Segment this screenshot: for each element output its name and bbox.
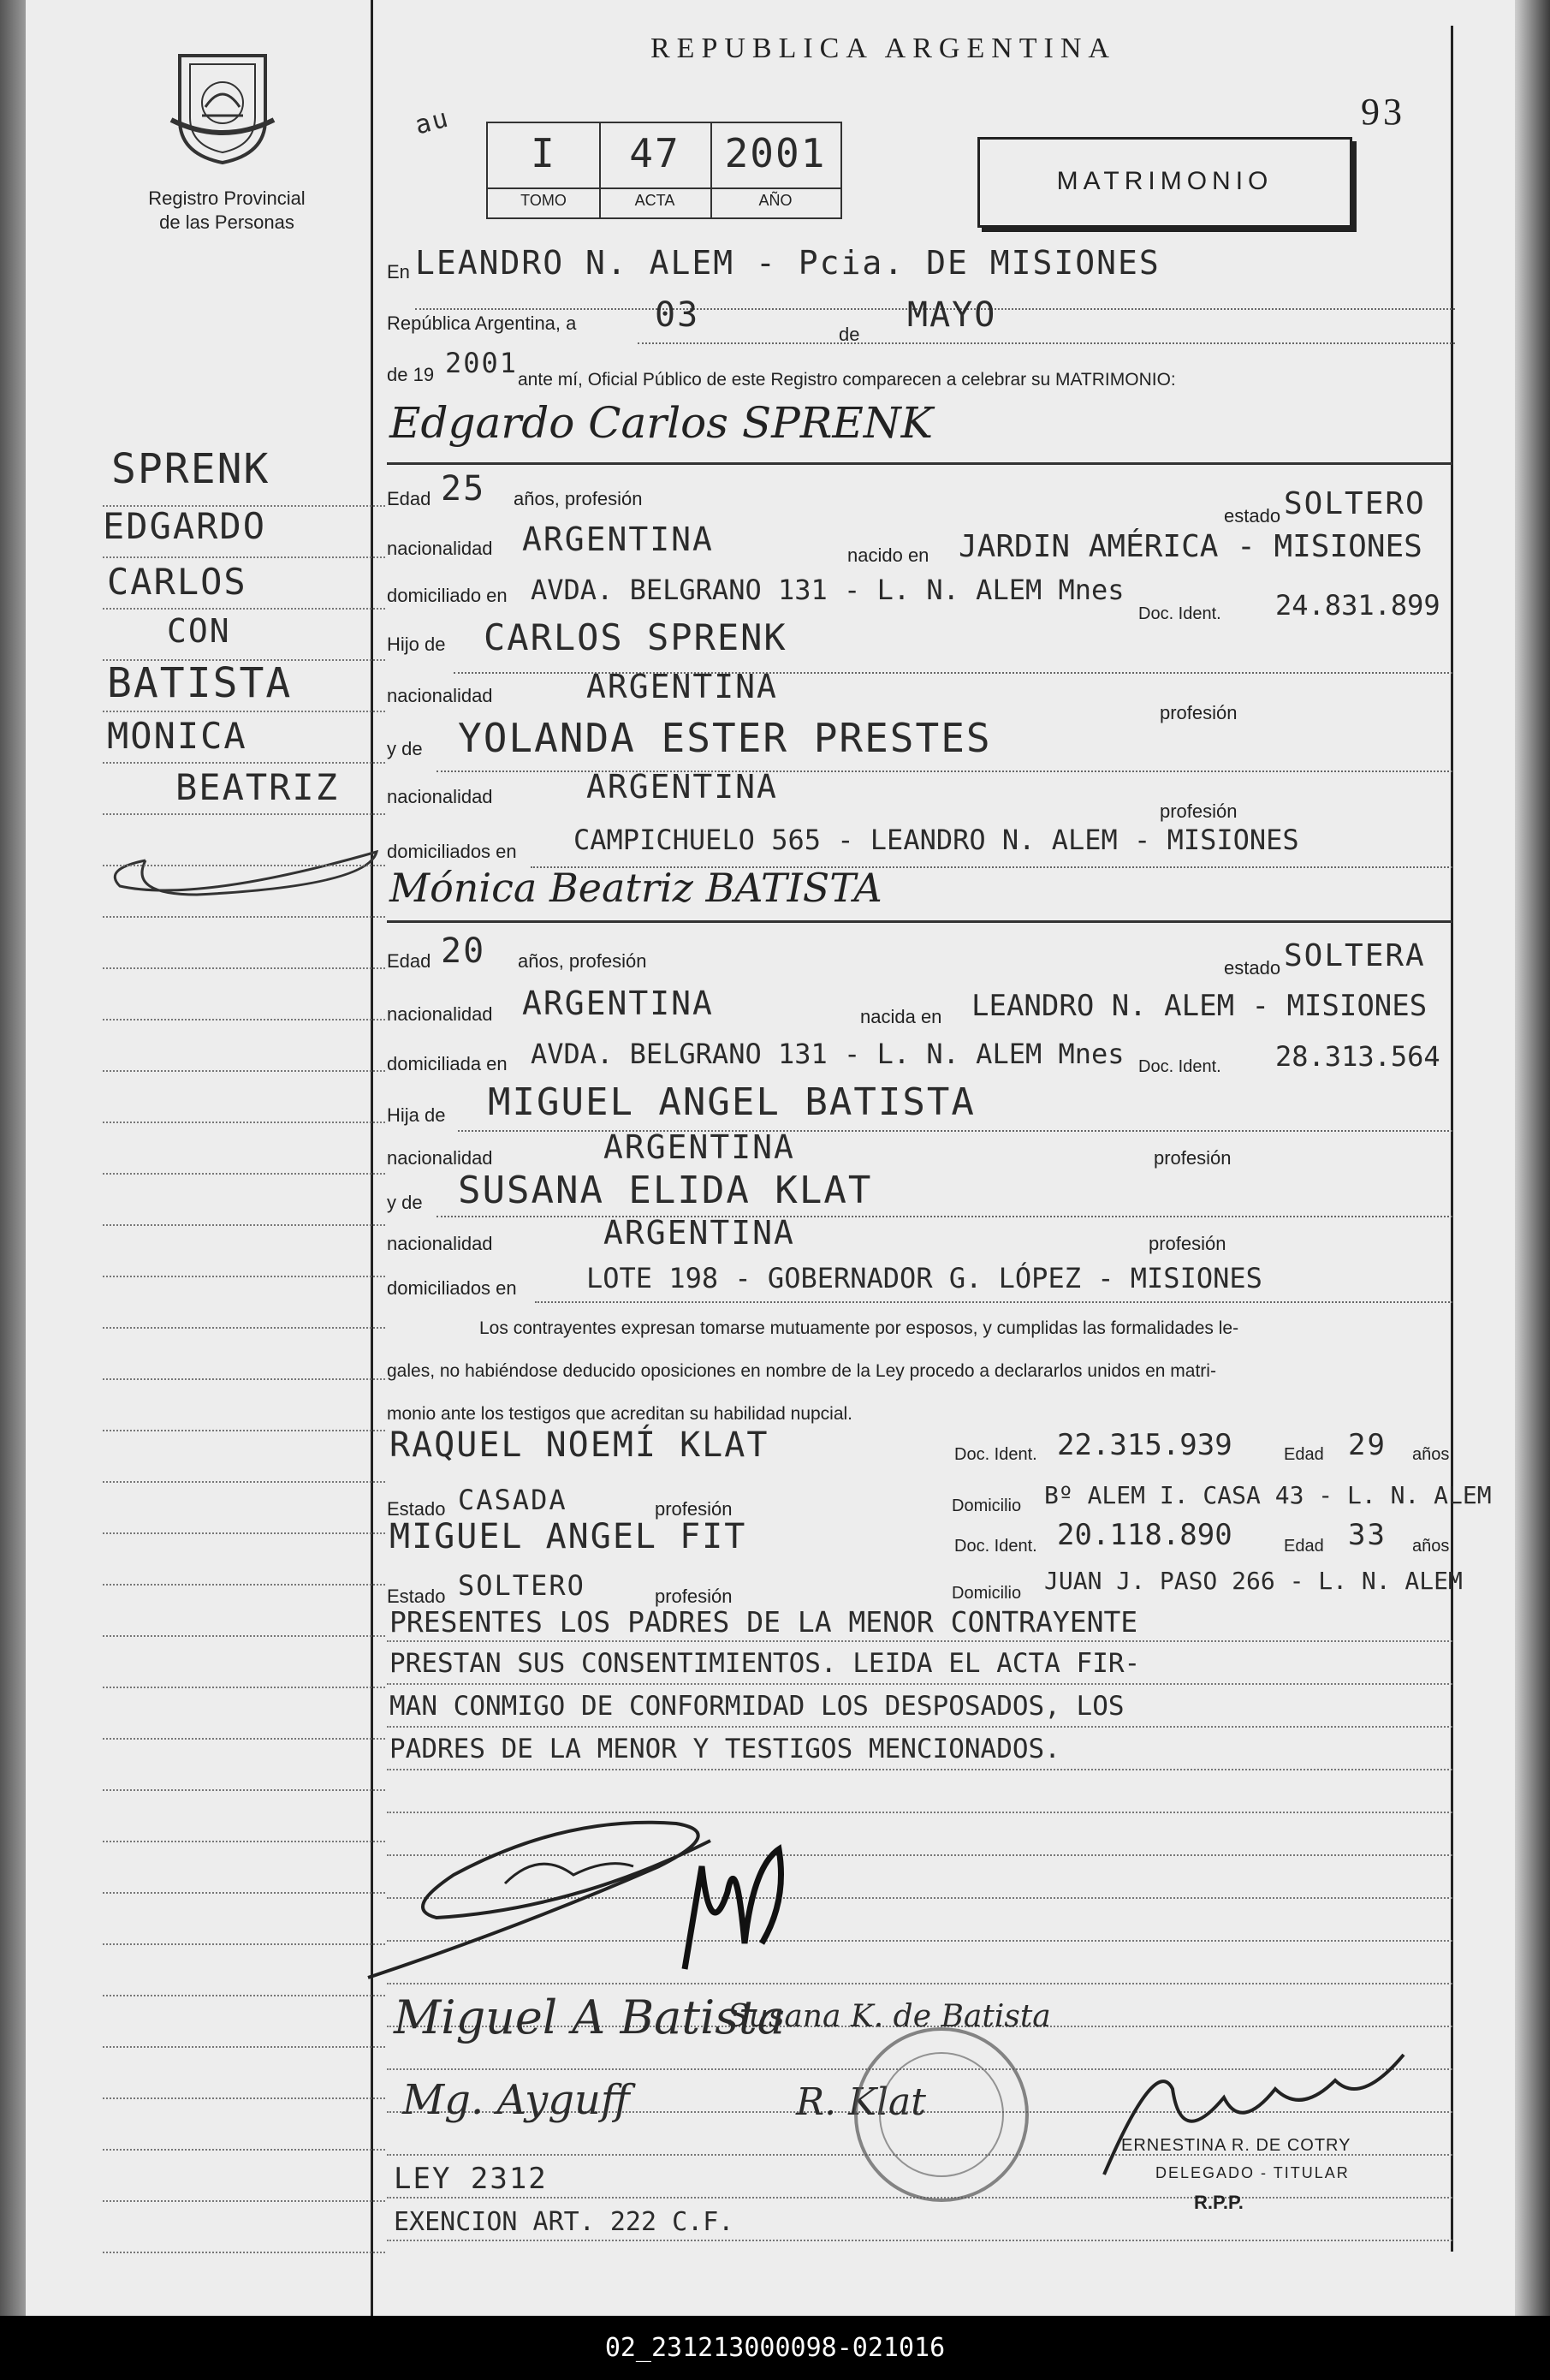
witness-1-doc: 22.315.939 <box>1057 1428 1232 1462</box>
official-name: ERNESTINA R. DE COTRY <box>1121 2136 1351 2155</box>
witness-1-status: CASADA <box>458 1484 567 1516</box>
groom-name: Edgardo Carlos SPRENK <box>389 398 933 448</box>
official-seal-stamp-icon <box>847 2020 1036 2209</box>
bride-age: 20 <box>441 931 486 971</box>
ano-value: 2001 <box>724 130 827 176</box>
document-page <box>26 0 1515 2316</box>
witness-2-dom-label: Domicilio <box>952 1584 1022 1603</box>
country-title: REPUBLICA ARGENTINA <box>650 33 1116 64</box>
registry-name: Registro Provincial de las Personas <box>148 187 306 233</box>
exemption-note: EXENCION ART. 222 C.F. <box>394 2207 734 2237</box>
bride-born-label: nacida en <box>860 1006 942 1027</box>
groom-doc: 24.831.899 <box>1275 589 1440 622</box>
groom-father-prof-label: profesión <box>1160 702 1238 723</box>
right-margin-line <box>1451 26 1453 2252</box>
groom-nationality: ARGENTINA <box>522 521 714 558</box>
witness-2-status: SOLTERO <box>458 1569 585 1602</box>
witness-2-name: MIGUEL ANGEL FIT <box>389 1517 747 1556</box>
groom-age-suffix: años, profesión <box>514 488 643 509</box>
margin-end-flourish <box>94 835 385 912</box>
groom-parents-domicile: CAMPICHUELO 565 - LEANDRO N. ALEM - MISIONES <box>573 824 1299 856</box>
groom-mother-nat-label: nacionalidad <box>387 786 493 807</box>
bride-parents-domicile: LOTE 198 - GOBERNADOR G. LÓPEZ - MISIONES <box>586 1262 1262 1294</box>
signature-witness-1: R. Klat <box>796 2080 926 2124</box>
groom-father-nat: ARGENTINA <box>586 668 778 705</box>
ano-label: AÑO <box>758 192 793 209</box>
witness-1-age-suffix: años <box>1412 1445 1450 1464</box>
witness-2-domicile: JUAN J. PASO 266 - L. N. ALEM <box>1044 1567 1463 1595</box>
official-office: R.P.P. <box>1194 2192 1244 2213</box>
clerk-initials: au <box>412 103 453 141</box>
margin-line-7: BEATRIZ <box>175 766 340 808</box>
scan-id-bar <box>0 2316 1550 2380</box>
groom-doc-label: Doc. Ident. <box>1138 604 1221 623</box>
witness-1-domicile: Bº ALEM I. CASA 43 - L. N. ALEM <box>1044 1481 1492 1509</box>
year-prefix-label: de 19 <box>387 364 435 385</box>
scan-id: 02_231213000098-021016 <box>604 2333 946 2363</box>
bride-signature-icon <box>659 1815 813 1986</box>
groom-father-label: Hijo de <box>387 634 446 655</box>
intro-text: ante mí, Oficial Público de este Registro comparecen a celebrar su MATRIMONIO: <box>518 370 1176 390</box>
note-line-3: MAN CONMIGO DE CONFORMIDAD LOS DESPOSADOS, LOS <box>389 1691 1125 1722</box>
groom-status: SOLTERO <box>1284 486 1426 521</box>
folio-number: 93 <box>1361 91 1405 133</box>
bride-father-label: Hija de <box>387 1104 446 1126</box>
signature-susana: Susana K. de Batista <box>727 1999 1051 2034</box>
bride-domicile: AVDA. BELGRANO 131 - L. N. ALEM Mnes <box>531 1038 1125 1070</box>
margin-line-5: BATISTA <box>107 659 293 707</box>
groom-birthplace: JARDIN AMÉRICA - MISIONES <box>959 529 1422 564</box>
groom-father-nat-label: nacionalidad <box>387 685 493 706</box>
witness-1-age: 29 <box>1348 1428 1387 1462</box>
bride-nat-label: nacionalidad <box>387 1003 493 1025</box>
registry-seal-icon <box>163 39 282 167</box>
margin-line-4: CON <box>167 612 231 650</box>
declaration-line-1: Los contrayentes expresan tomarse mutuamente por esposos, y cumplidas las formalidades le- <box>479 1318 1239 1338</box>
groom-status-label: estado <box>1224 505 1281 527</box>
groom-age: 25 <box>441 469 486 509</box>
note-line-1: PRESENTES LOS PADRES DE LA MENOR CONTRAYENTE <box>389 1605 1138 1639</box>
republica-label: República Argentina, a <box>387 312 577 334</box>
bride-mother-nat-label: nacionalidad <box>387 1233 493 1254</box>
record-box <box>486 122 842 219</box>
bride-father-nat: ARGENTINA <box>603 1128 795 1166</box>
bride-age-suffix: años, profesión <box>518 950 647 972</box>
page-edge <box>1515 0 1550 2316</box>
note-line-4: PADRES DE LA MENOR Y TESTIGOS MENCIONADOS. <box>389 1734 1060 1764</box>
bride-doc-label: Doc. Ident. <box>1138 1057 1221 1076</box>
day: 03 <box>655 295 700 335</box>
de-label: de <box>839 324 860 345</box>
witness-1-doc-label: Doc. Ident. <box>954 1445 1037 1464</box>
bride-father-prof-label: profesión <box>1154 1147 1232 1169</box>
bride-birthplace: LEANDRO N. ALEM - MISIONES <box>971 989 1428 1023</box>
witness-1-dom-label: Domicilio <box>952 1496 1022 1515</box>
bride-status-label: estado <box>1224 957 1281 979</box>
witness-1-name: RAQUEL NOEMÍ KLAT <box>389 1425 769 1465</box>
book-binding <box>0 0 26 2316</box>
bride-mother-label: y de <box>387 1192 423 1213</box>
bride-father: MIGUEL ANGEL BATISTA <box>488 1080 976 1124</box>
tomo-value: I <box>531 130 556 176</box>
bride-mother: SUSANA ELIDA KLAT <box>458 1169 873 1212</box>
year: 2001 <box>445 347 519 379</box>
groom-mother-prof-label: profesión <box>1160 800 1238 822</box>
groom-nat-label: nacionalidad <box>387 538 493 559</box>
acta-label: ACTA <box>634 192 675 209</box>
witness-2-prof-label: profesión <box>655 1586 733 1607</box>
witness-1-age-label: Edad <box>1284 1445 1324 1464</box>
bride-age-label: Edad <box>387 950 431 972</box>
margin-line-2: EDGARDO <box>103 505 267 547</box>
month: MAYO <box>907 295 997 335</box>
witness-2-doc: 20.118.890 <box>1057 1518 1232 1552</box>
groom-mother: YOLANDA ESTER PRESTES <box>458 715 992 761</box>
witness-2-doc-label: Doc. Ident. <box>954 1537 1037 1556</box>
groom-domicile: AVDA. BELGRANO 131 - L. N. ALEM Mnes <box>531 574 1125 606</box>
bride-mother-nat: ARGENTINA <box>603 1214 795 1252</box>
act-type-box <box>977 137 1352 228</box>
bride-dom-label: domiciliada en <box>387 1053 508 1074</box>
law-note: LEY 2312 <box>394 2162 548 2196</box>
signature-witness-2: Mg. Ayguff <box>402 2076 630 2124</box>
signature-miguel: Miguel A Batista <box>394 1990 785 2044</box>
witness-1-prof-label: profesión <box>655 1498 733 1520</box>
witness-2-status-label: Estado <box>387 1586 446 1607</box>
place: LEANDRO N. ALEM - Pcia. DE MISIONES <box>415 244 1161 282</box>
margin-line-3: CARLOS <box>107 561 247 603</box>
witness-2-age: 33 <box>1348 1518 1387 1552</box>
note-line-2: PRESTAN SUS CONSENTIMIENTOS. LEIDA EL ACTA FIR- <box>389 1648 1141 1679</box>
witness-2-age-suffix: años <box>1412 1537 1450 1556</box>
declaration-line-2: gales, no habiéndose deducido oposiciones en nombre de la Ley procedo a declararlos unidos en matri- <box>387 1361 1216 1381</box>
bride-mother-prof-label: profesión <box>1149 1233 1226 1254</box>
groom-dom-label: domiciliado en <box>387 585 508 606</box>
groom-parents-dom-label: domiciliados en <box>387 841 517 862</box>
groom-mother-nat: ARGENTINA <box>586 768 778 806</box>
witness-1-status-label: Estado <box>387 1498 446 1520</box>
bride-status: SOLTERA <box>1284 938 1426 973</box>
bride-name: Mónica Beatriz BATISTA <box>389 865 882 911</box>
margin-line-6: MONICA <box>107 715 247 757</box>
official-title: DELEGADO - TITULAR <box>1155 2164 1350 2181</box>
groom-born-label: nacido en <box>847 544 929 566</box>
bride-doc: 28.313.564 <box>1275 1040 1440 1073</box>
tomo-label: TOMO <box>520 192 567 209</box>
groom-age-label: Edad <box>387 488 431 509</box>
margin-line-1: SPRENK <box>111 445 270 493</box>
act-type: MATRIMONIO <box>1056 167 1274 195</box>
groom-father: CARLOS SPRENK <box>484 616 787 658</box>
en-label: En <box>387 261 410 283</box>
acta-value: 47 <box>629 130 680 176</box>
declaration-line-3: monio ante los testigos que acreditan su habilidad nupcial. <box>387 1404 853 1424</box>
bride-nationality: ARGENTINA <box>522 985 714 1022</box>
bride-parents-dom-label: domiciliados en <box>387 1277 517 1299</box>
witness-2-age-label: Edad <box>1284 1537 1324 1556</box>
bride-father-nat-label: nacionalidad <box>387 1147 493 1169</box>
groom-mother-label: y de <box>387 738 423 759</box>
